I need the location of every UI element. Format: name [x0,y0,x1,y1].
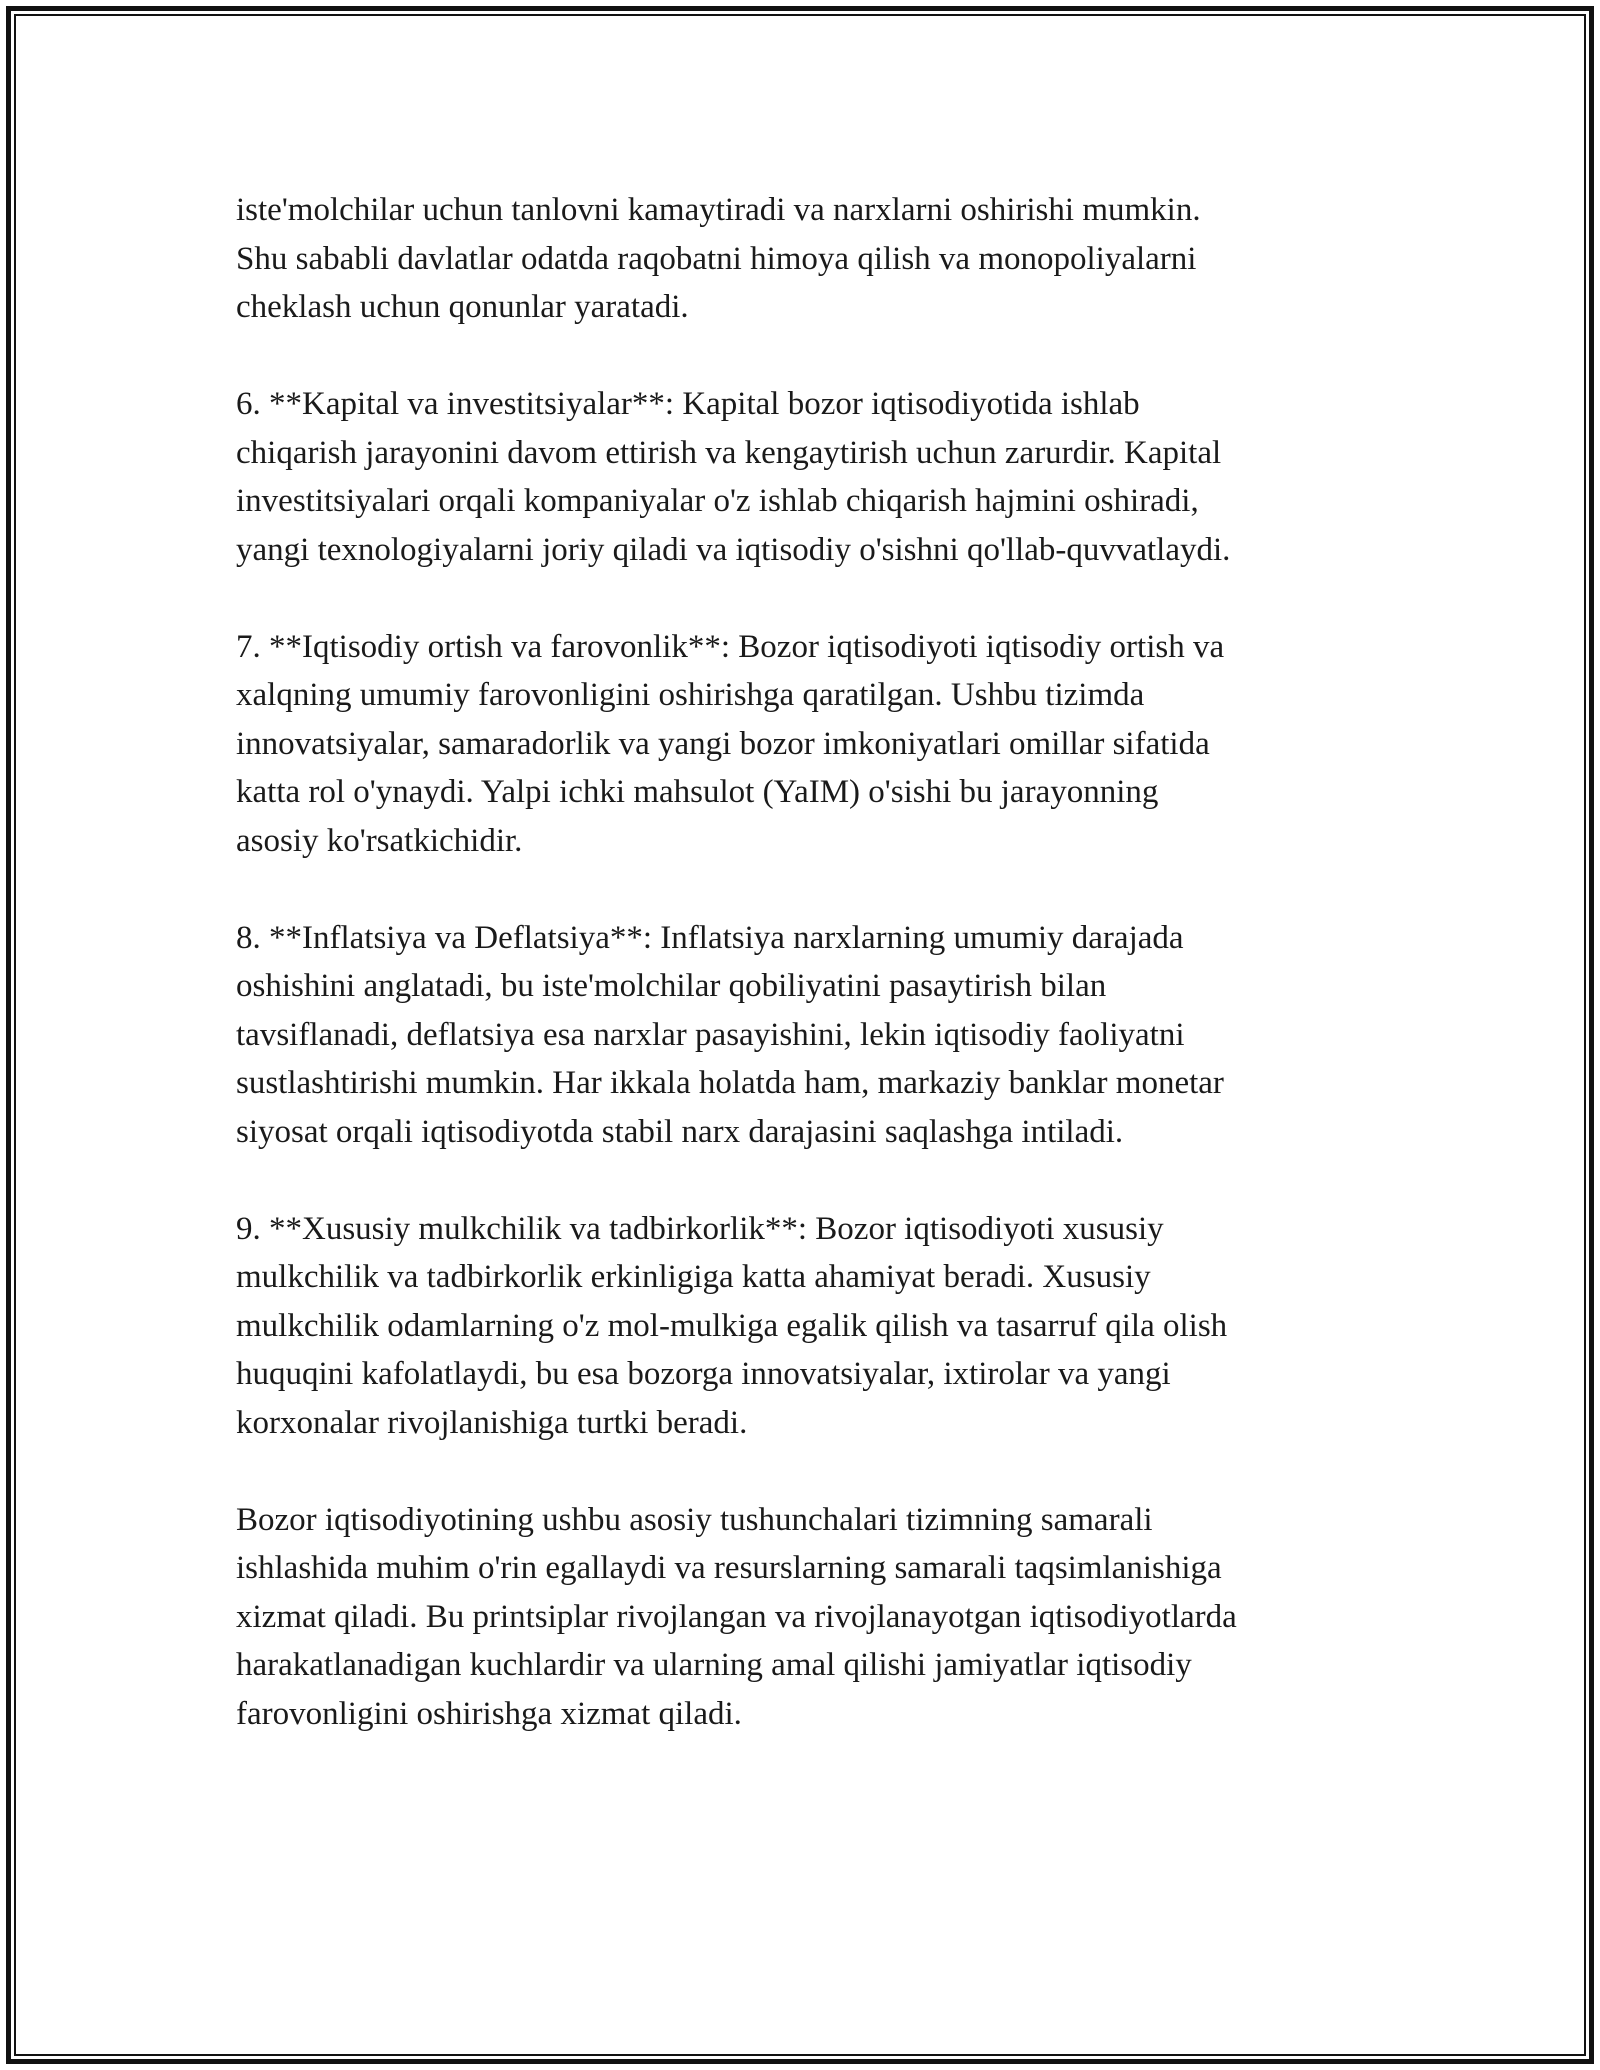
document-body [236,186,1366,1787]
paragraph-item-6 [236,380,1366,574]
text-line: mulkchilik odamlarning o'z mol-mulkiga egalik qilish va tasarruf qila olish [236,1307,1228,1344]
text-line: yangi texnologiyalarni joriy qiladi va iqtisodiy o'sishni qo'llab-quvvatlaydi. [236,531,1231,568]
text-line: harakatlanadigan kuchlardir va ularning amal qilishi jamiyatlar iqtisodiy [236,1647,1192,1683]
text-line: 6. **Kapital va investitsiyalar**: Kapital bozor iqtisodiyotida ishlab [236,386,1140,422]
paragraph-item-7 [236,623,1366,866]
text-line: oshishini anglatadi, bu iste'molchilar qobiliyatini pasaytirish bilan [236,968,1107,1004]
text-line: Bozor iqtisodiyotining ushbu asosiy tushunchalari tizimning samarali [236,1501,1153,1538]
text-line: cheklash uchun qonunlar yaratadi. [236,289,689,325]
text-line: 9. **Xususiy mulkchilik va tadbirkorlik**: Bozor iqtisodiyoti xususiy [236,1210,1164,1247]
text-line: katta rol o'ynaydi. Yalpi ichki mahsulot (YaIM) o'sishi bu jarayonning [236,774,1159,810]
paragraph-item-8 [236,914,1366,1157]
text-line: farovonligini oshirishga xizmat qiladi. [236,1695,742,1732]
text-line: Shu sababli davlatlar odatda raqobatni himoya qilish va monopoliyalarni [236,240,1197,277]
text-line: investitsiyalari orqali kompaniyalar o'z ishlab chiqarish hajmini oshiradi, [236,483,1199,519]
text-line: 8. **Inflatsiya va Deflatsiya**: Inflatsiya narxlarning umumiy darajada [236,919,1184,956]
text-line: siyosat orqali iqtisodiyotda stabil narx darajasini saqlashga intiladi. [236,1113,1124,1150]
text-line: xalqning umumiy farovonligini oshirishga qaratilgan. Ushbu tizimda [236,677,1145,713]
text-line: tavsiflanadi, deflatsiya esa narxlar pasayishini, lekin iqtisodiy faoliyatni [236,1016,1185,1053]
text-line: xizmat qiladi. Bu printsiplar rivojlangan va rivojlanayotgan iqtisodiyotlarda [236,1598,1237,1635]
text-line: huquqini kafolatlaydi, bu esa bozorga innovatsiyalar, ixtirolar va yangi [236,1356,1171,1392]
paragraph-item-9 [236,1205,1366,1448]
text-line: iste'molchilar uchun tanlovni kamaytiradi va narxlarni oshirishi mumkin. [236,192,1201,228]
text-line: chiqarish jarayonini davom ettirish va kengaytirish uchun zarurdir. Kapital [236,434,1222,471]
text-line: ishlashida muhim o'rin egallaydi va resurslarning samarali taqsimlanishiga [236,1550,1222,1586]
text-line: sustlashtirishi mumkin. Har ikkala holatda ham, markaziy banklar monetar [236,1065,1224,1101]
text-line: asosiy ko'rsatkichidir. [236,822,523,859]
paragraph-conclusion [236,1496,1366,1739]
text-line: 7. **Iqtisodiy ortish va farovonlik**: Bozor iqtisodiyoti iqtisodiy ortish va [236,628,1225,665]
text-line: korxonalar rivojlanishiga turtki beradi. [236,1404,748,1441]
text-line: innovatsiyalar, samaradorlik va yangi bozor imkoniyatlari omillar sifatida [236,725,1210,762]
text-line: mulkchilik va tadbirkorlik erkinligiga katta ahamiyat beradi. Xususiy [236,1259,1151,1295]
paragraph-continuation [236,186,1366,332]
